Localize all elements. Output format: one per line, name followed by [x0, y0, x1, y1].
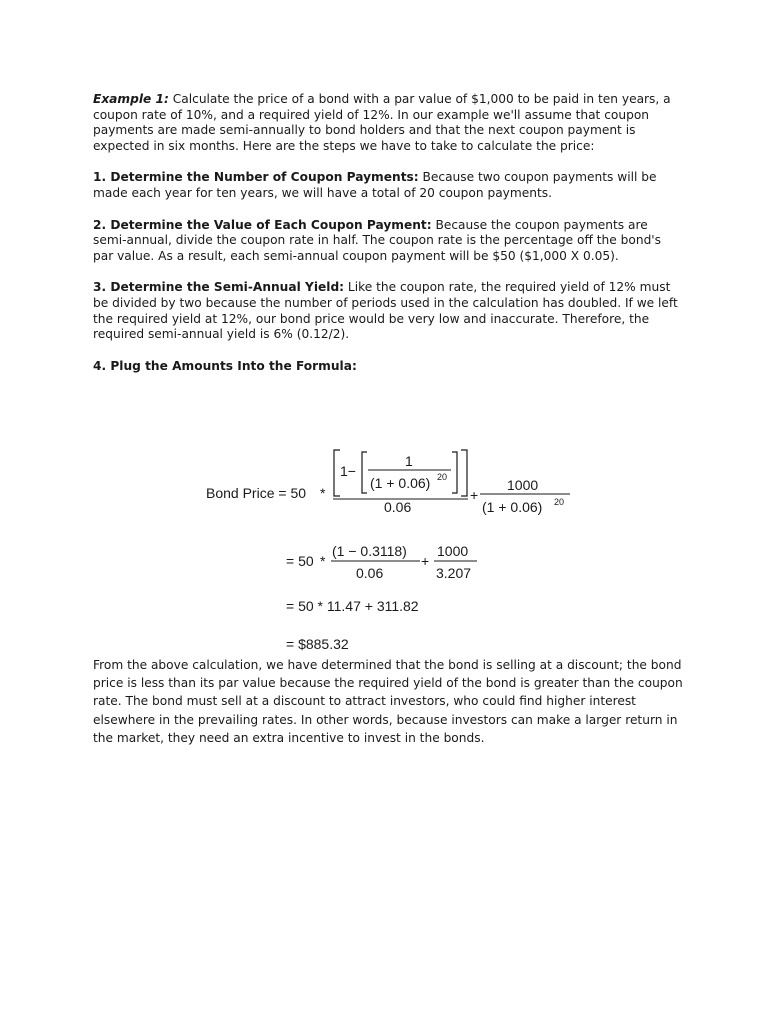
example-text: Calculate the price of a bond with a par value of $1,000 to be paid in ten years, a coupon rate of 10%, and a required yield of 12%. In our example we'll assume that coupon payments are made semi-annually to bond holders and that the next coupon payment is expected in six months. Here are the steps we have to take to calculate the price:: [93, 92, 671, 153]
line2-denominator: 0.06: [356, 565, 384, 581]
step-2-text: Because the coupon payments are semi-annual, divide the coupon rate in half. The coupon rate is the percentage off the bond's par value. As a result, each semi-annual coupon payment will be $50 ($1,000 X 0.05).: [93, 217, 662, 263]
line2-plus: +: [421, 553, 430, 569]
inner-denominator: (1 + 0.06): [370, 475, 431, 491]
line2-star: *: [320, 553, 326, 569]
outer-left-bracket: [334, 450, 340, 496]
line3: = 50 * 11.47 + 311.82: [286, 598, 419, 614]
formula-lhs: Bond Price = 50: [206, 485, 307, 501]
step-1-paragraph: [93, 170, 683, 201]
step-3-lead: 3. Determine the Semi-Annual Yield:: [93, 280, 345, 295]
line2-numerator-2: 1000: [437, 543, 469, 559]
second-exponent: 20: [554, 497, 565, 507]
example-paragraph: [93, 92, 683, 154]
formula-star: *: [320, 485, 326, 501]
line4-result: = $885.32: [286, 636, 349, 652]
step-4-paragraph: [93, 359, 683, 375]
step-4-lead: 4. Plug the Amounts Into the Formula:: [93, 358, 357, 373]
step-3-paragraph: [93, 280, 683, 342]
second-denominator: (1 + 0.06): [482, 499, 543, 515]
step-2-paragraph: [93, 218, 683, 265]
line2-prefix: = 50: [286, 553, 314, 569]
inner-exponent: 20: [437, 472, 448, 482]
document-body: [93, 92, 683, 390]
inner-left-bracket: [362, 452, 367, 493]
main-denominator: 0.06: [384, 499, 412, 515]
inner-numerator: 1: [405, 453, 413, 469]
conclusion-paragraph: From the above calculation, we have determined that the bond is selling at a discount; the bond price is less than its par value because the required yield of the bond is greater than the coupon rate. The bond must sell at a discount to attract investors, who could find higher interest elsewhere in the prevailing rates. In other words, because investors can make a larger return in the market, they need an extra incentive to invest in the bonds.: [93, 658, 683, 745]
formula-plus: +: [470, 487, 479, 503]
step-1-lead: 1. Determine the Number of Coupon Payments:: [93, 170, 419, 185]
example-lead: Example 1:: [93, 92, 169, 106]
outer-right-bracket: [461, 450, 467, 496]
inner-right-bracket: [452, 452, 457, 493]
step-3-text: Like the coupon rate, the required yield of 12% must be divided by two because the number of periods used in the calculation has doubled. If we left the required yield at 12%, our bond price would be very low and inaccurate. Therefore, the required semi-annual yield is 6% (0.12/2).: [93, 280, 678, 342]
formula-one-minus: 1−: [340, 463, 356, 479]
line2-denominator-2: 3.207: [436, 565, 472, 581]
second-numerator: 1000: [507, 477, 539, 493]
step-2-lead: 2. Determine the Value of Each Coupon Payment:: [93, 217, 432, 232]
line2-numerator: (1 − 0.3118): [332, 543, 407, 559]
step-1-text: Because two coupon payments will be made each year for ten years, we will have a total of 20 coupon payments.: [93, 170, 657, 200]
